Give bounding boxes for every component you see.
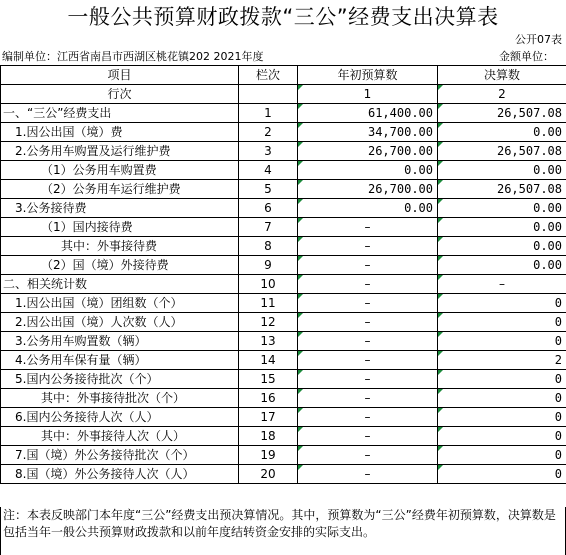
table-row [1,104,566,123]
header-line: 栏次 [239,66,298,85]
header-final: 决算数 [438,66,566,85]
row-line: 6 [239,199,298,218]
header-row [1,66,566,85]
row-item: 3.公务接待费 [1,199,239,218]
row-budget: – [298,408,438,427]
row-line: 18 [239,427,298,446]
row-line: 11 [239,294,298,313]
table-row [1,218,566,237]
row-item: （1）公务用车购置费 [1,161,239,180]
row-line: 4 [239,161,298,180]
row-budget: – [298,370,438,389]
row-item: 5.国内公务接待批次（个） [1,370,239,389]
expense-table [0,65,566,484]
row-line: 15 [239,370,298,389]
row-item: 2.因公出国（境）人次数（人） [1,313,239,332]
row-final: 0.00 [438,256,566,275]
row-final: 0 [438,446,566,465]
row-line: 20 [239,465,298,484]
row-line: 14 [239,351,298,370]
table-row [1,294,566,313]
table-row [1,465,566,484]
row-budget: – [298,465,438,484]
table-row [1,408,566,427]
header-budget: 年初预算数 [298,66,438,85]
row-line: 2 [239,123,298,142]
row-item: 3.公务用车购置数（辆） [1,332,239,351]
row-final: 0.00 [438,161,566,180]
row-item: （1）国内接待费 [1,218,239,237]
row-final: 0.00 [438,199,566,218]
row-budget: – [298,351,438,370]
table-row [1,237,566,256]
row-budget: – [298,256,438,275]
row-line: 9 [239,256,298,275]
row-item: （2）公务用车运行维护费 [1,180,239,199]
footnote: 注：本表反映部门本年度“三公”经费支出预决算情况。其中，预算数为“三公”经费年初预算数，决算数是包括当年一般公共预算财政拨款和以前年度结转资金安排的实际支出。 [0,507,566,555]
row-final: 26,507.08 [438,142,566,161]
table-row [1,275,566,294]
row-item: 其中：外事接待费 [1,237,239,256]
subheader-budget: 1 [298,85,438,104]
row-line: 1 [239,104,298,123]
row-final: 0 [438,294,566,313]
header-item: 项目 [1,66,239,85]
table-row [1,389,566,408]
row-budget: 0.00 [298,199,438,218]
table-row [1,142,566,161]
table-row [1,332,566,351]
row-final: – [438,275,566,294]
subheader-final: 2 [438,85,566,104]
subheader-row [1,85,566,104]
row-item: 2.公务用车购置及运行维护费 [1,142,239,161]
row-item: 一、“三公”经费支出 [1,104,239,123]
row-budget: 61,400.00 [298,104,438,123]
row-budget: – [298,313,438,332]
row-budget: – [298,218,438,237]
row-item: 1.因公出国（境）费 [1,123,239,142]
table-row [1,180,566,199]
row-line: 13 [239,332,298,351]
row-budget: – [298,389,438,408]
row-line: 10 [239,275,298,294]
unit-row [0,49,566,65]
row-line: 17 [239,408,298,427]
row-line: 3 [239,142,298,161]
table-row [1,446,566,465]
row-item: 8.国（境）外公务接待人次（人） [1,465,239,484]
row-budget: – [298,237,438,256]
row-line: 7 [239,218,298,237]
row-budget: 26,700.00 [298,142,438,161]
row-line: 8 [239,237,298,256]
table-row [1,256,566,275]
row-item: 其中：外事接待人次（人） [1,427,239,446]
row-item: 7.国（境）外公务接待批次（个） [1,446,239,465]
row-item: （2）国（境）外接待费 [1,256,239,275]
report-title: 一般公共预算财政拨款“三公”经费支出决算表 [67,5,499,29]
row-item: 4.公务用车保有量（辆） [1,351,239,370]
table-row [1,427,566,446]
table-row [1,199,566,218]
row-budget: – [298,446,438,465]
row-budget: 26,700.00 [298,180,438,199]
row-final: 0 [438,313,566,332]
row-budget: – [298,275,438,294]
row-budget: – [298,332,438,351]
row-line: 19 [239,446,298,465]
row-budget: 34,700.00 [298,123,438,142]
row-line: 12 [239,313,298,332]
table-row [1,123,566,142]
currency-unit-label: 金额单位： [499,50,554,63]
row-line: 5 [239,180,298,199]
row-item: 1.因公出国（境）团组数（个） [1,294,239,313]
table-row [1,370,566,389]
row-budget: 0.00 [298,161,438,180]
row-line: 16 [239,389,298,408]
row-item: 6.国内公务接待人次（人） [1,408,239,427]
row-final: 0 [438,332,566,351]
subheader-line [239,85,298,104]
row-final: 0.00 [438,237,566,256]
row-final: 0.00 [438,123,566,142]
table-row [1,351,566,370]
row-item: 其中：外事接待批次（个） [1,389,239,408]
row-final: 26,507.08 [438,104,566,123]
row-budget: – [298,427,438,446]
row-final: 2 [438,351,566,370]
row-item: 二、相关统计数 [1,275,239,294]
subheader-item: 行次 [1,85,239,104]
row-final: 0 [438,465,566,484]
row-final: 0 [438,427,566,446]
table-row [1,313,566,332]
row-final: 0 [438,389,566,408]
row-final: 26,507.08 [438,180,566,199]
row-final: 0.00 [438,218,566,237]
table-row [1,161,566,180]
org-unit-label: 编制单位：江西省南昌市西湖区桃花镇202 2021年度 [2,50,264,63]
row-final: 0 [438,408,566,427]
row-final: 0 [438,370,566,389]
row-budget: – [298,294,438,313]
table-code: 公开07表 [515,33,562,46]
